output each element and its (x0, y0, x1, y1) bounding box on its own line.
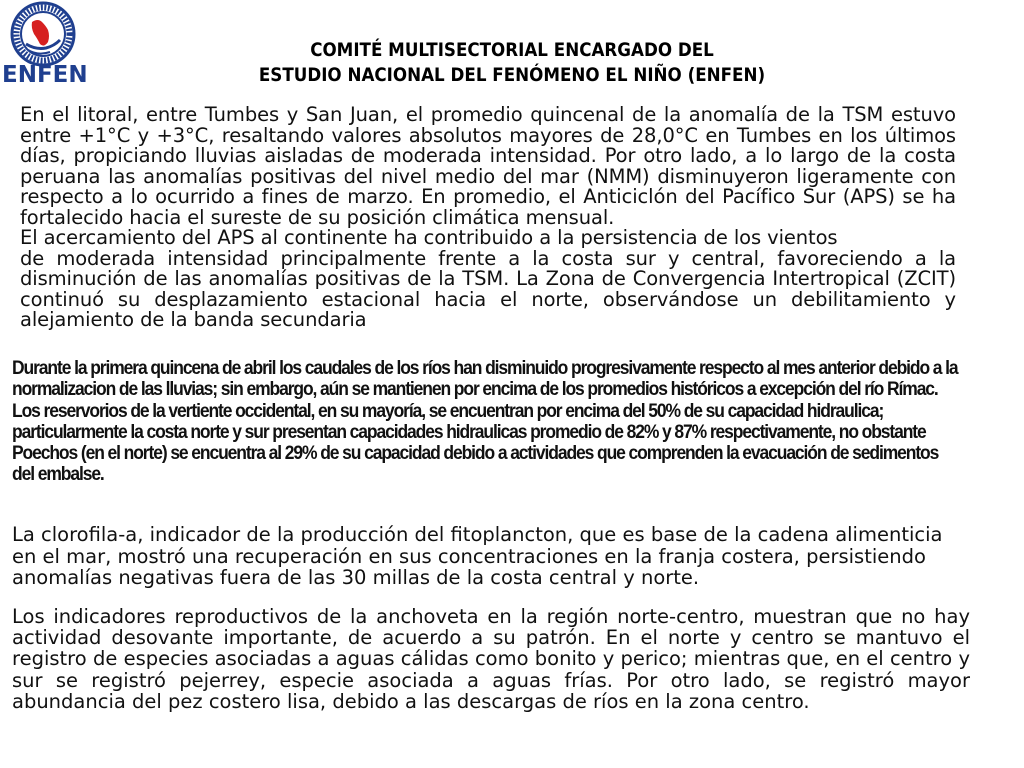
paragraph-litoral (20, 105, 956, 331)
paragraph-litoral-part2-line1: El acercamiento del APS al continente ha contribuido a la persistencia de los vientos (20, 226, 838, 249)
paragraph-litoral-part1: En el litoral, entre Tumbes y San Juan, el promedio quincenal de la anomalía de la TSM estuvo entre +1°C y +3°C, resaltando valores absolutos mayores de 28,0°C en Tumbes en los últimos días, propiciando lluvias aisladas de moderada intensidad. Por otro lado, a lo largo de la costa peruana las anomalías positivas del nivel medio del mar (NMM) disminuyeron ligeramente con respecto a lo ocurrido a fines de marzo. En promedio, el Anticiclón del Pacífico Sur (APS) se ha fortalecido hacia el sureste de su posición climática mensual. (20, 103, 956, 229)
enfen-logo (2, 0, 88, 96)
paragraph-clorofila: La clorofila-a, indicador de la producción del fitoplancton, que es base de la cadena alimenticia en el mar, mostró una recuperación en sus concentraciones en la franja costera, persistiendo anomalías negativas fuera de las 30 millas de la costa central y norte. (12, 523, 943, 589)
title-line-2: ESTUDIO NACIONAL DEL FENÓMENO EL NIÑO (ENFEN) (258, 64, 766, 86)
paragraph-anchoveta: Los indicadores reproductivos de la anchoveta en la región norte-centro, muestran que no hay actividad desovante importante, de acuerdo a su patrón. En el norte y centro se mantuvo el registro de especies asociadas a aguas cálidas como bonito y perico; mientras que, en el centro y sur se registró pejerrey, especie asociada a aguas frías. Por otro lado, se registró mayor abundancia del pez costero lisa, debido a las descargas de ríos en la zona centro. (12, 605, 970, 713)
logo-text: ENFEN (2, 62, 88, 88)
title-line-1: COMITÉ MULTISECTORIAL ENCARGADO DEL (310, 39, 714, 61)
page-title (141, 38, 884, 88)
paragraph-rios: Durante la primera quincena de abril los caudales de los ríos han disminuido progresivamente respecto al mes anterior debido a la normalizacion de las lluvias; sin embargo, aún se mantienen por encima de los promedios históricos a excepción del río Rímac. Los reservorios de la vertiente occidental, en su mayoría, se encuentran por encima del 50% de su capacidad hidraulica; particularmente la costa norte y sur presentan capacidades hidraulicas promedio de 82% y 87% respectivamente, no obstante Poechos (en el norte) se encuentra al 29% de su capacidad debido a actividades que comprenden la evacuación de sedimentos del embalse. (12, 358, 958, 486)
enfen-emblem-icon (2, 0, 84, 70)
paragraph-litoral-part2: de moderada intensidad principalmente frente a la costa sur y central, favoreciendo a la disminución de las anomalías positivas de la TSM. La Zona de Convergencia Intertropical (ZCIT) continuó su desplazamiento estacional hacia el norte, observándose un debilitamiento y alejamiento de la banda secundaria (20, 246, 956, 331)
